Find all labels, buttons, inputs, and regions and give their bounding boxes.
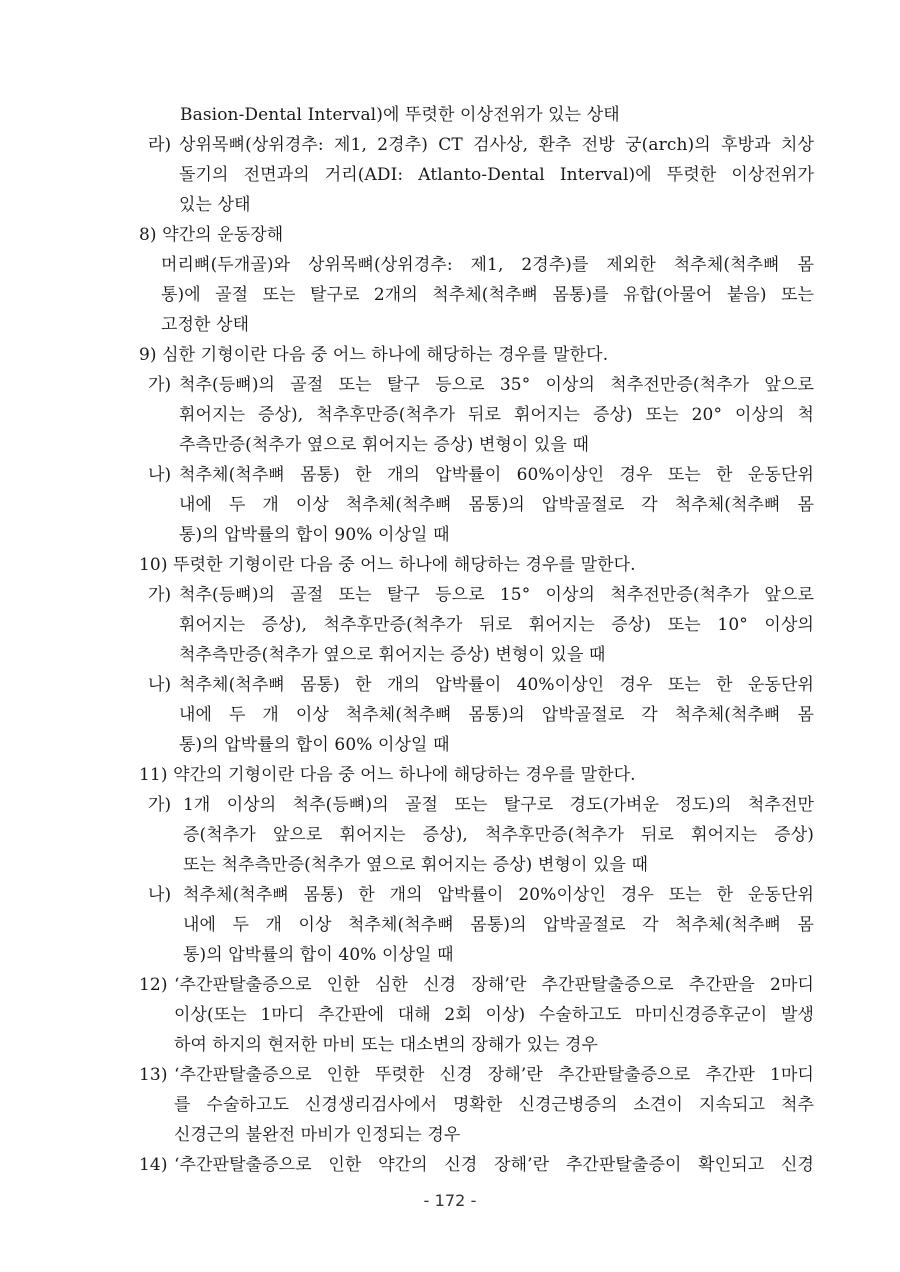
text-line: 내에 두 개 이상 척추체(척추뼈 몸통)의 압박골절로 각 척추체(척추뼈 몸: [183, 915, 814, 935]
text-line: 를 수술하고도 신경생리검사에서 명확한 신경근병증의 소견이 지속되고 척추: [174, 1095, 814, 1115]
item-marker: 12): [139, 975, 168, 995]
text-line: 휘어지는 증상), 척추후만증(척추가 뒤로 휘어지는 증상) 또는 20° 이상의 척: [179, 405, 814, 425]
item-marker: 나): [148, 465, 172, 485]
item-marker: 나): [148, 885, 172, 905]
item-marker: 가): [148, 795, 172, 815]
text-line: 신경근의 불완전 마비가 인정되는 경우: [174, 1125, 461, 1145]
text-line: 또는 척추측만증(척추가 옆으로 휘어지는 증상) 변형이 있을 때: [183, 855, 649, 875]
section-heading: 9) 심한 기형이란 다음 중 어느 하나에 해당하는 경우를 말한다.: [139, 345, 609, 365]
text-line: 통)의 압박률의 합이 90% 이상일 때: [179, 525, 450, 545]
text-line: 이상(또는 1마디 추간판에 대해 2회 이상) 수술하고도 마미신경증후군이 발생: [174, 1005, 814, 1025]
item-marker: 라): [148, 135, 172, 155]
text-line: 1개 이상의 척추(등뼈)의 골절 또는 탈구로 경도(가벼운 정도)의 척추전만: [183, 795, 814, 815]
section-heading: 8) 약간의 운동장해: [139, 225, 284, 245]
text-line: 통)의 압박률의 합이 40% 이상일 때: [183, 945, 454, 965]
section-heading: 10) 뚜렷한 기형이란 다음 중 어느 하나에 해당하는 경우를 말한다.: [139, 555, 636, 575]
item-marker: 14): [139, 1155, 168, 1175]
page-number: - 172 -: [423, 1191, 477, 1210]
text-line: 내에 두 개 이상 척추체(척추뼈 몸통)의 압박골절로 각 척추체(척추뼈 몸: [179, 705, 814, 725]
text-line: 있는 상태: [179, 195, 251, 215]
text-line: 통)의 압박률의 합이 60% 이상일 때: [179, 735, 450, 755]
item-marker: 나): [148, 675, 172, 695]
text-line: 추측만증(척추가 옆으로 휘어지는 증상) 변형이 있을 때: [179, 435, 589, 455]
text-line: 증(척추가 앞으로 휘어지는 증상), 척추후만증(척추가 뒤로 휘어지는 증상): [183, 825, 814, 845]
section-heading: 11) 약간의 기형이란 다음 중 어느 하나에 해당하는 경우를 말한다.: [139, 765, 636, 785]
item-marker: 가): [148, 585, 172, 605]
text-line: 척추(등뼈)의 골절 또는 탈구 등으로 35° 이상의 척추전만증(척추가 앞으로: [179, 375, 814, 395]
text-line: 척추체(척추뼈 몸통) 한 개의 압박률이 40%이상인 경우 또는 한 운동단위: [179, 675, 814, 695]
text-line: 머리뼈(두개골)와 상위목뼈(상위경추: 제1, 2경추)를 제외한 척추체(척추뼈 몸: [161, 255, 814, 275]
text-line: Basion-Dental Interval)에 뚜렷한 이상전위가 있는 상태: [180, 105, 620, 125]
text-line: 척추측만증(척추가 옆으로 휘어지는 증상) 변형이 있을 때: [179, 645, 606, 665]
text-line: ‘추간판탈출증으로 인한 약간의 신경 장해’란 추간판탈출증이 확인되고 신경: [174, 1155, 814, 1175]
text-line: 상위목뼈(상위경추: 제1, 2경추) CT 검사상, 환추 전방 궁(arch)의 후방과 치상: [179, 135, 814, 155]
item-marker: 13): [139, 1065, 168, 1085]
text-line: 통)에 골절 또는 탈구로 2개의 척추체(척추뼈 몸통)를 유합(아물어 붙음) 또는: [161, 285, 814, 305]
text-line: 고정한 상태: [161, 315, 250, 335]
text-line: 휘어지는 증상), 척추후만증(척추가 뒤로 휘어지는 증상) 또는 10° 이상의: [179, 615, 814, 635]
item-marker: 가): [148, 375, 172, 395]
text-line: 돌기의 전면과의 거리(ADI: Atlanto-Dental Interval)에 뚜렷한 이상전위가: [179, 165, 814, 185]
text-line: 척추체(척추뼈 몸통) 한 개의 압박률이 60%이상인 경우 또는 한 운동단위: [179, 465, 814, 485]
text-line: 내에 두 개 이상 척추체(척추뼈 몸통)의 압박골절로 각 척추체(척추뼈 몸: [179, 495, 814, 515]
text-line: 척추(등뼈)의 골절 또는 탈구 등으로 15° 이상의 척추전만증(척추가 앞으로: [179, 585, 814, 605]
text-line: 하여 하지의 현저한 마비 또는 대소변의 장해가 있는 경우: [174, 1035, 599, 1055]
text-line: ‘추간판탈출증으로 인한 심한 신경 장해’란 추간판탈출증으로 추간판을 2마디: [174, 975, 814, 995]
text-line: 척추체(척추뼈 몸통) 한 개의 압박률이 20%이상인 경우 또는 한 운동단위: [183, 885, 814, 905]
text-line: ‘추간판탈출증으로 인한 뚜렷한 신경 장해’란 추간판탈출증으로 추간판 1마디: [174, 1065, 814, 1085]
